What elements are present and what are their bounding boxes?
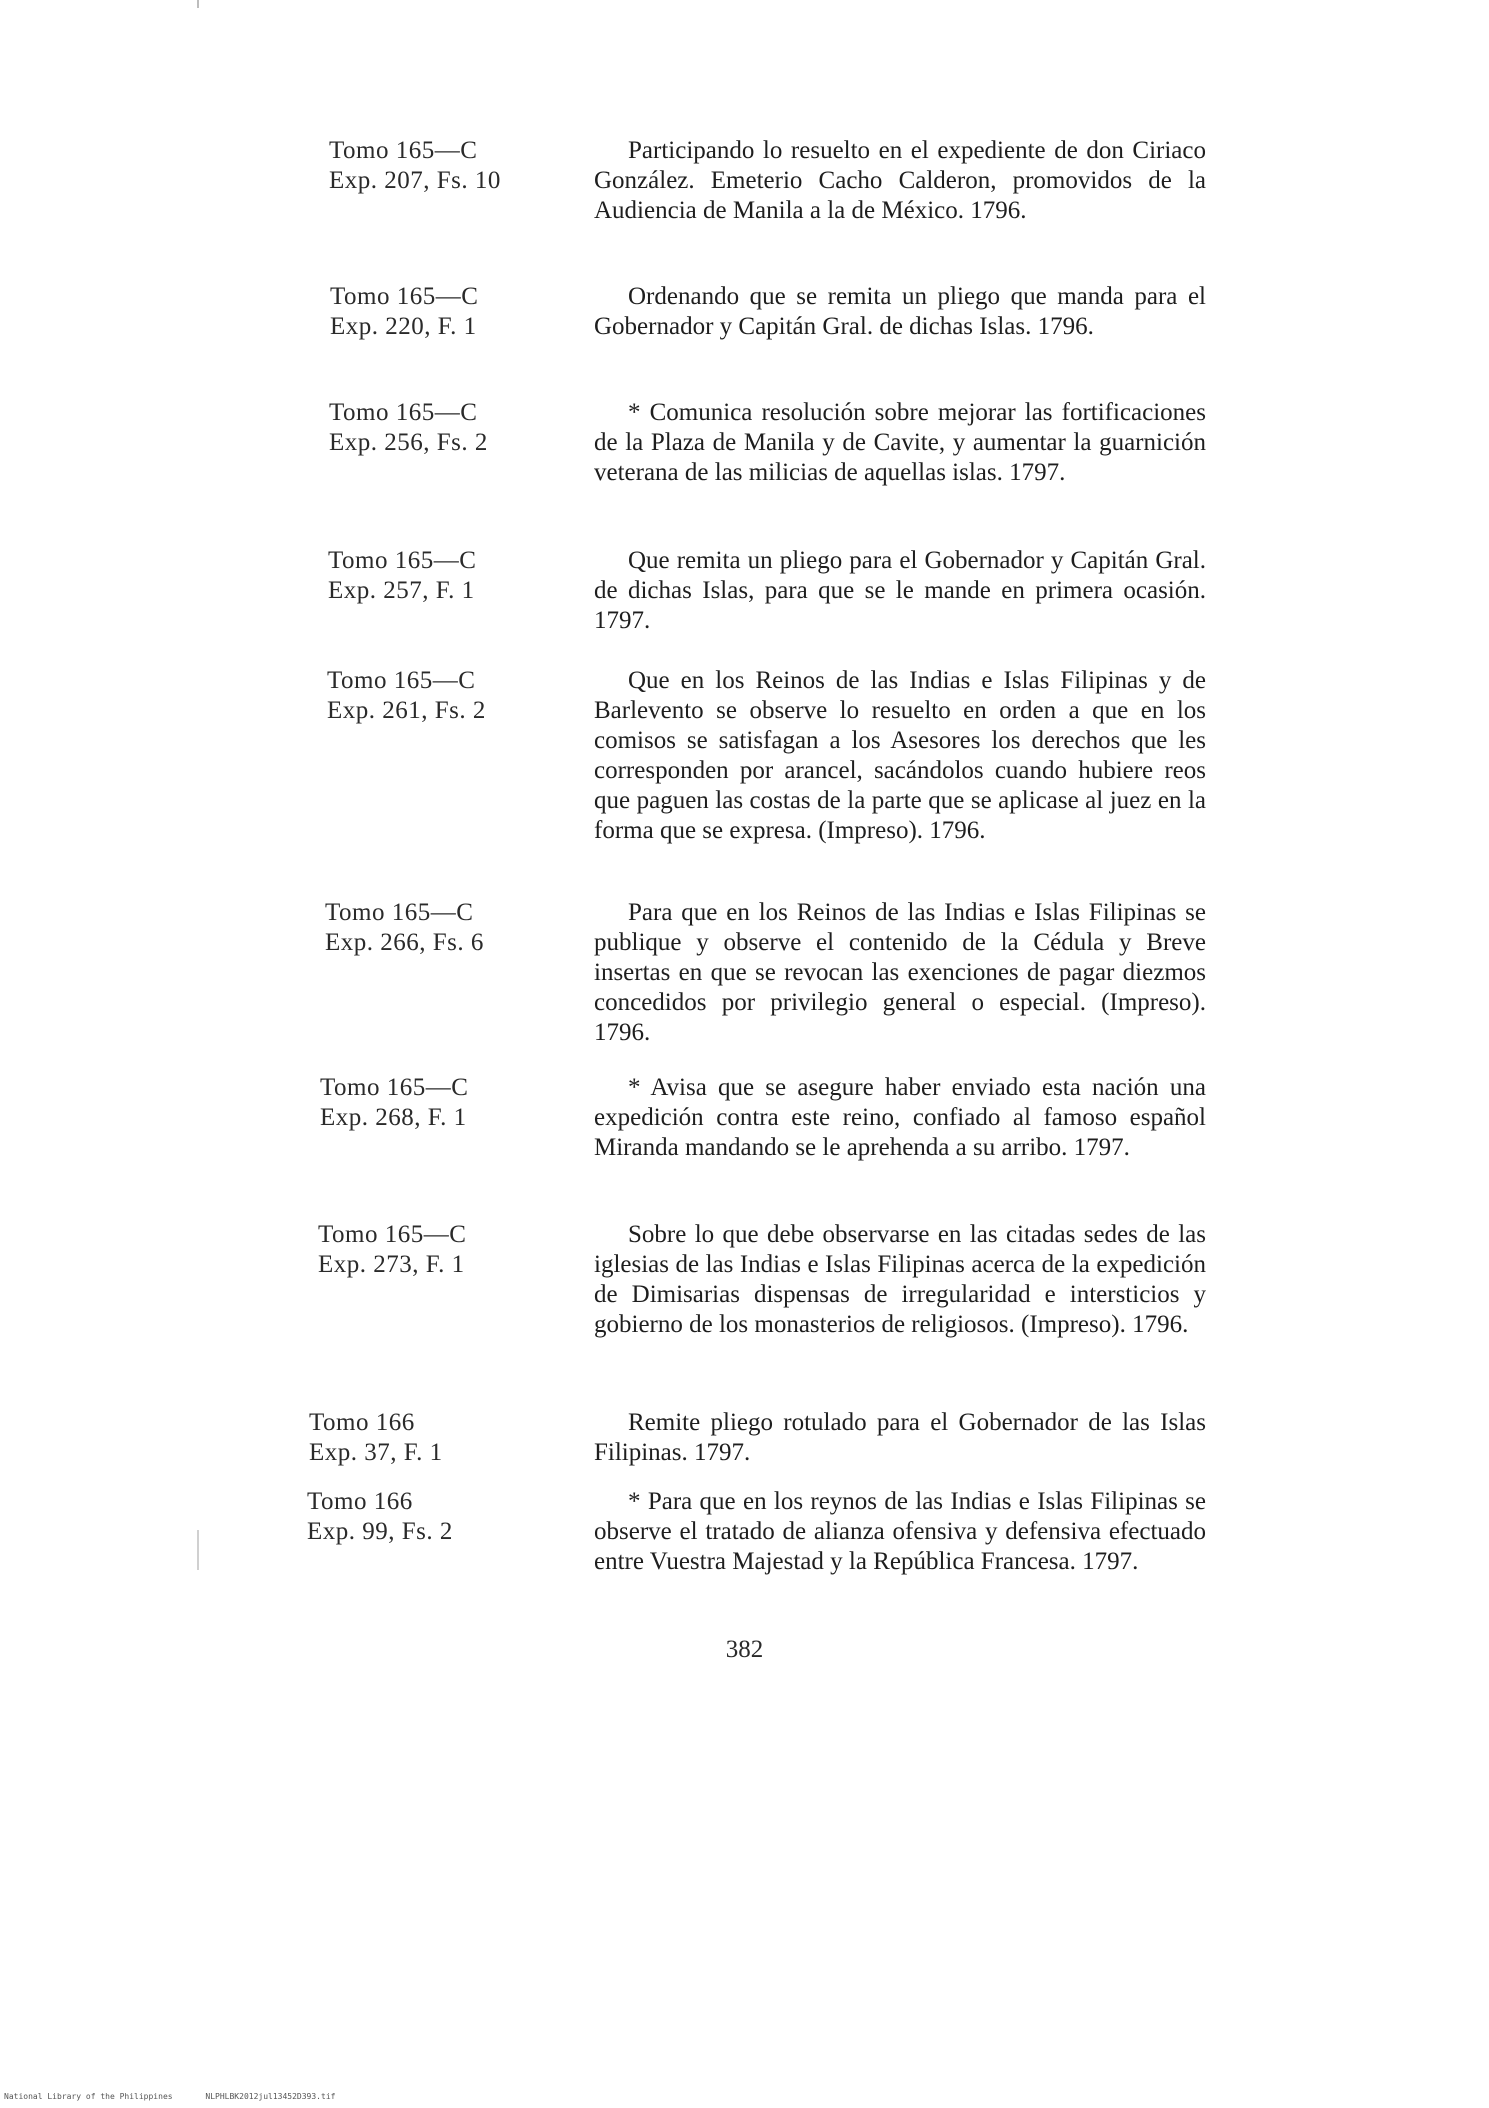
entry-description: Sobre lo que debe observarse en las citadas sedes de las iglesias de las Indias e Islas Filipinas acerca de la expedición de Dimisarias dispensas de irregularidad e intersticios y gobierno de los monasterios de religiosos. (Impreso). 1796. [594, 1221, 1206, 1338]
tomo-label: Tomo 165—C [327, 667, 476, 694]
expediente-label: Exp. 207, Fs. 10 [329, 167, 501, 194]
entry-reference [307, 1487, 453, 1547]
expediente-label: Exp. 256, Fs. 2 [329, 429, 488, 456]
entry-description: Que remita un pliego para el Gobernador y Capitán Gral. de dichas Islas, para que se le mande en primera ocasión. 1797. [594, 547, 1206, 634]
entry-description: * Comunica resolución sobre mejorar las fortificaciones de la Plaza de Manila y de Cavite, y aumentar la guarnición veterana de las milicias de aquellas islas. 1797. [594, 399, 1206, 486]
footer-source: National Library of the Philippines [4, 2092, 173, 2101]
entry-reference [328, 546, 476, 606]
expediente-label: Exp. 220, F. 1 [330, 313, 477, 340]
tomo-label: Tomo 166 [307, 1488, 413, 1515]
entry-reference [329, 136, 501, 196]
entry-description: * Avisa que se asegure haber enviado esta nación una expedición contra este reino, confiado al famoso español Miranda mandando se le aprehenda a su arribo. 1797. [594, 1074, 1206, 1161]
expediente-label: Exp. 261, Fs. 2 [327, 697, 486, 724]
scan-footer [4, 2092, 363, 2101]
tomo-label: Tomo 166 [309, 1409, 415, 1436]
tomo-label: Tomo 165—C [318, 1221, 467, 1248]
expediente-label: Exp. 99, Fs. 2 [307, 1518, 453, 1545]
expediente-label: Exp. 266, Fs. 6 [325, 929, 484, 956]
scan-speck [197, 1530, 199, 1570]
entry-reference [320, 1073, 468, 1133]
footer-file: NLPHLBK2012jul13452D393.tif [205, 2092, 336, 2101]
tomo-label: Tomo 165—C [329, 399, 478, 426]
expediente-label: Exp. 37, F. 1 [309, 1439, 443, 1466]
tomo-label: Tomo 165—C [330, 283, 479, 310]
entry-description: Remite pliego rotulado para el Gobernador de las Islas Filipinas. 1797. [594, 1409, 1206, 1466]
tomo-label: Tomo 165—C [328, 547, 477, 574]
tomo-label: Tomo 165—C [329, 137, 478, 164]
scan-speck [197, 0, 199, 8]
entry-description: Ordenando que se remita un pliego que manda para el Gobernador y Capitán Gral. de dichas Islas. 1796. [594, 283, 1206, 340]
expediente-label: Exp. 257, F. 1 [328, 577, 475, 604]
tomo-label: Tomo 165—C [320, 1074, 469, 1101]
entry-description: Para que en los Reinos de las Indias e Islas Filipinas se publique y observe el contenido de la Cédula y Breve insertas en que se revocan las exenciones de pagar diezmos concedidos por privilegio general o especial. (Impreso). 1796. [594, 899, 1206, 1046]
entry-reference [318, 1220, 466, 1280]
entry-reference [309, 1408, 443, 1468]
page-number: 382 [725, 1636, 764, 1663]
entry-reference [329, 398, 488, 458]
tomo-label: Tomo 165—C [325, 899, 474, 926]
entry-reference [330, 282, 478, 342]
entry-description: Participando lo resuelto en el expediente de don Ciriaco González. Emeterio Cacho Calderon, promovidos de la Audiencia de Manila a la de México. 1796. [594, 137, 1206, 224]
entry-reference [327, 666, 486, 726]
entry-reference [325, 898, 484, 958]
expediente-label: Exp. 268, F. 1 [320, 1104, 467, 1131]
entry-description: * Para que en los reynos de las Indias e Islas Filipinas se observe el tratado de alianza ofensiva y defensiva efectuado entre Vuestra Majestad y la República Francesa. 1797. [594, 1488, 1206, 1575]
expediente-label: Exp. 273, F. 1 [318, 1251, 465, 1278]
entry-description: Que en los Reinos de las Indias e Islas Filipinas y de Barlevento se observe lo resuelto en orden a que en los comisos se satisfagan a los Asesores los derechos que les corresponden por arancel, sacándolos cuando hubiere reos que paguen las costas de la parte que se aplicase al juez en la forma que se expresa. (Impreso). 1796. [594, 667, 1206, 844]
